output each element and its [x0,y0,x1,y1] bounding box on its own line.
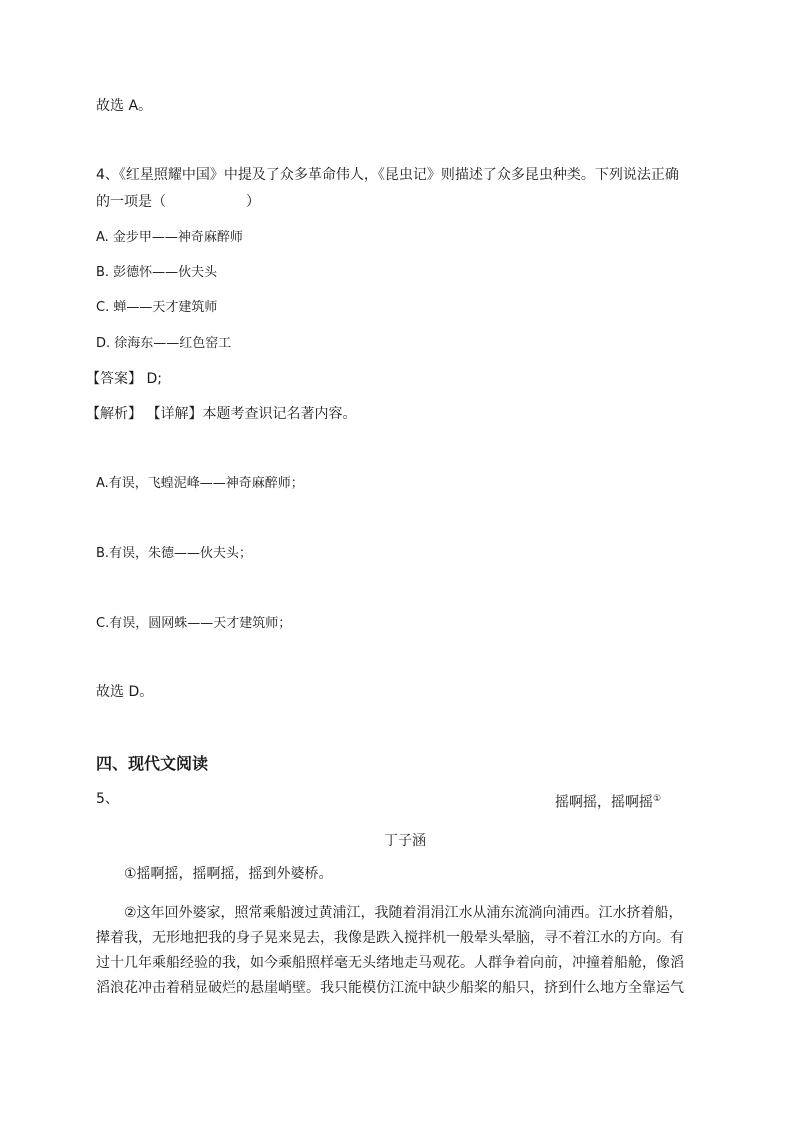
previous-answer-text: 故选 A。 [96,98,153,114]
option-d: D. 徐海东——红色窑工 [96,336,232,351]
passage-title [555,789,661,813]
passage-paragraph-1: ①摇啊摇，摇啊摇，摇到外婆桥。 [124,866,333,882]
explanation-a: A.有误，飞蝗泥峰——神奇麻醉师； [96,476,304,491]
option-a: A. 金步甲——神奇麻醉师 [96,230,243,245]
passage-paragraph-2-line-3: 过十几年乘船经验的我，如今乘船照样毫无头绪地走马观花。人群争着向前，冲撞着船舱，像滔 [96,955,684,971]
option-b: B. 彭德怀——伙夫头 [96,265,218,280]
section-heading: 四、现代文阅读 [96,754,209,773]
answer-label: 【答案】 D; [86,371,162,387]
option-c: C. 蝉——天才建筑师 [96,300,218,315]
final-answer-text: 故选 D。 [96,684,154,700]
explanation-b: B.有误，朱德——伙夫头； [96,546,253,561]
question-4-text-line-2 [96,192,260,212]
passage-paragraph-2-line-1: ②这年回外婆家，照常乘船渡过黄浦江，我随着涓涓江水从浦东流淌向浦西。江水挤着船， [124,905,683,921]
question-4-bracket-close: ） [246,194,260,210]
question-5-number: 5、 [96,791,119,807]
question-4-text-line-1: 4、《红星照耀中国》中提及了众多革命伟人，《昆虫记》则描述了众多昆虫种类。下列说法正确 [96,167,679,183]
analysis-label: 【解析】 【详解】本题考查识记名著内容。 [86,406,357,422]
footnote-marker: ① [653,794,662,804]
question-4-stem-end: 的一项是（ [96,194,166,210]
passage-title-text: 摇啊摇，摇啊摇 [555,794,653,811]
passage-paragraph-2-line-2: 撵着我，无形地把我的身子晃来晃去，我像是跌入搅拌机一般晕头晕脑，寻不着江水的方向。有 [96,930,684,946]
passage-author: 丁子涵 [384,833,426,849]
explanation-c: C.有误，圆网蛛——天才建筑师； [96,616,292,631]
passage-paragraph-2-line-4: 滔浪花冲击着稍显破烂的悬崖峭壁。我只能模仿江流中缺少船桨的船只，挤到什么地方全靠运气 [96,980,684,996]
